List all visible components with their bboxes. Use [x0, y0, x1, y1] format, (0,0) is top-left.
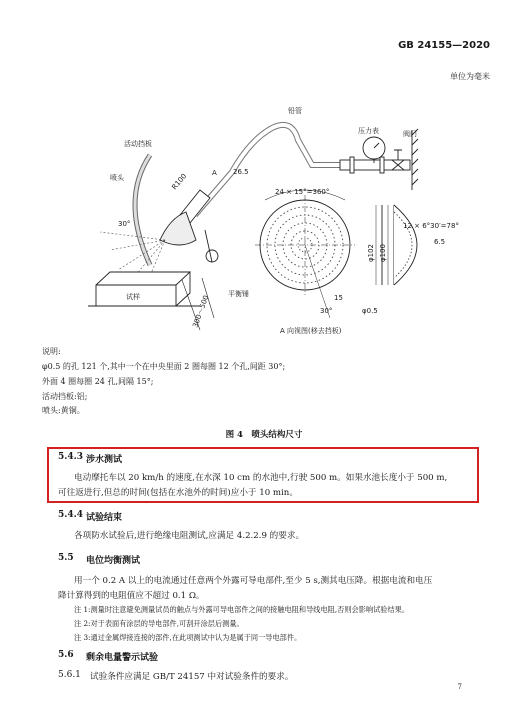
label-specimen: 试样 [126, 293, 140, 301]
figure-note-2: 外面 4 圈每圈 24 孔,间隔 15°; [42, 377, 154, 386]
label-holes-top: 24 × 15°=360° [275, 188, 330, 196]
section-5-5-line-1: 用一个 0.2 A 以上的电流通过任意两个外露可导电部件,至少 5 s,测其电压降。根据电流和电压 [74, 576, 433, 586]
label-15: 15 [334, 294, 343, 302]
section-5-4-4-title: 试验结束 [86, 513, 123, 523]
counterweight [205, 230, 218, 262]
pipe [195, 125, 352, 215]
label-movable-baffle: 活动挡板 [124, 140, 152, 148]
section-5-4-4-line-1: 各项防水试验后,进行绝缘电阻测试,应满足 4.2.2.9 的要求。 [74, 531, 305, 541]
section-5-6-1-line-1: 试验条件应满足 GB/T 24157 中对试验条件的要求。 [90, 672, 294, 682]
label-angle-30: 30° [118, 220, 131, 228]
label-26-5: 26.5 [233, 168, 249, 176]
nozzle-structure-figure [0, 0, 528, 340]
label-30deg: 30° [320, 307, 333, 315]
figure-note-0: 说明: [42, 347, 61, 356]
label-300-500: 300～500 [191, 294, 211, 329]
label-view-a: A 向视图(移去挡板) [280, 327, 342, 335]
label-holes-side: 12 × 6°30′=78° [403, 222, 459, 230]
figure-caption: 图 4 喷头结构尺寸 [225, 430, 303, 440]
label-valve: 阀门 [403, 130, 417, 138]
section-5-5-note-3: 注 3:通过金属焊接连接的部件,在此项测试中认为是属于同一导电部件。 [74, 633, 302, 642]
label-counterweight: 平衡锤 [228, 290, 249, 298]
standard-number: GB 24155—2020 [398, 40, 490, 51]
section-5-5-note-1: 注 1:测量时注意避免测量试员的触点与外露可导电部件之间的接触电阻和导线电阻,否则会影响试验结果。 [74, 605, 410, 614]
figure-note-1: φ0.5 的孔 121 个,其中一个在中央里面 2 圈每圈 12 个孔,间距 30°; [42, 362, 286, 371]
section-5-6-1-number: 5.6.1 [58, 670, 81, 680]
figure-note-4: 喷头:黄铜。 [42, 406, 85, 415]
section-5-5-line-2: 降计算得到的电阻值应不超过 0.1 Ω。 [58, 591, 205, 601]
section-5-4-4-number: 5.4.4 [58, 510, 84, 520]
section-5-5-note-2: 注 2:对于表面有涂层的导电部件,可刮开涂层后测量。 [74, 619, 244, 628]
label-phi100: φ100 [379, 244, 387, 262]
label-pressure-gauge: 压力表 [358, 127, 379, 135]
section-5-5-title: 电位均衡测试 [86, 556, 141, 566]
label-phi102: φ102 [367, 244, 375, 262]
section-5-6-title: 剩余电量警示试验 [86, 653, 159, 663]
label-pipe: 铅管 [288, 107, 302, 115]
section-5-6-number: 5.6 [58, 650, 74, 660]
label-6-5: 6.5 [434, 238, 446, 246]
label-mark-a: A [212, 169, 217, 177]
figure-note-3: 活动挡板:铝; [42, 392, 88, 401]
section-5-4-3-title: 涉水测试 [86, 455, 123, 465]
label-nozzle: 喷头 [110, 174, 124, 182]
section-5-5-number: 5.5 [58, 553, 74, 563]
label-r100: R100 [170, 172, 189, 192]
label-phi05: φ0.5 [362, 307, 378, 315]
page-number: 7 [457, 683, 462, 691]
specimen-box [96, 272, 190, 306]
unit-note: 单位为毫米 [450, 72, 490, 81]
section-5-4-3-number: 5.4.3 [58, 452, 84, 462]
section-5-4-3-line-2: 可往返进行,但总的时间(包括在水池外的时间)应小于 10 min。 [58, 488, 298, 498]
section-5-4-3-line-1: 电动摩托车以 20 km/h 的速度,在水深 10 cm 的水池中,行驶 500 m。如果水池长度小于 500 m, [74, 473, 448, 483]
